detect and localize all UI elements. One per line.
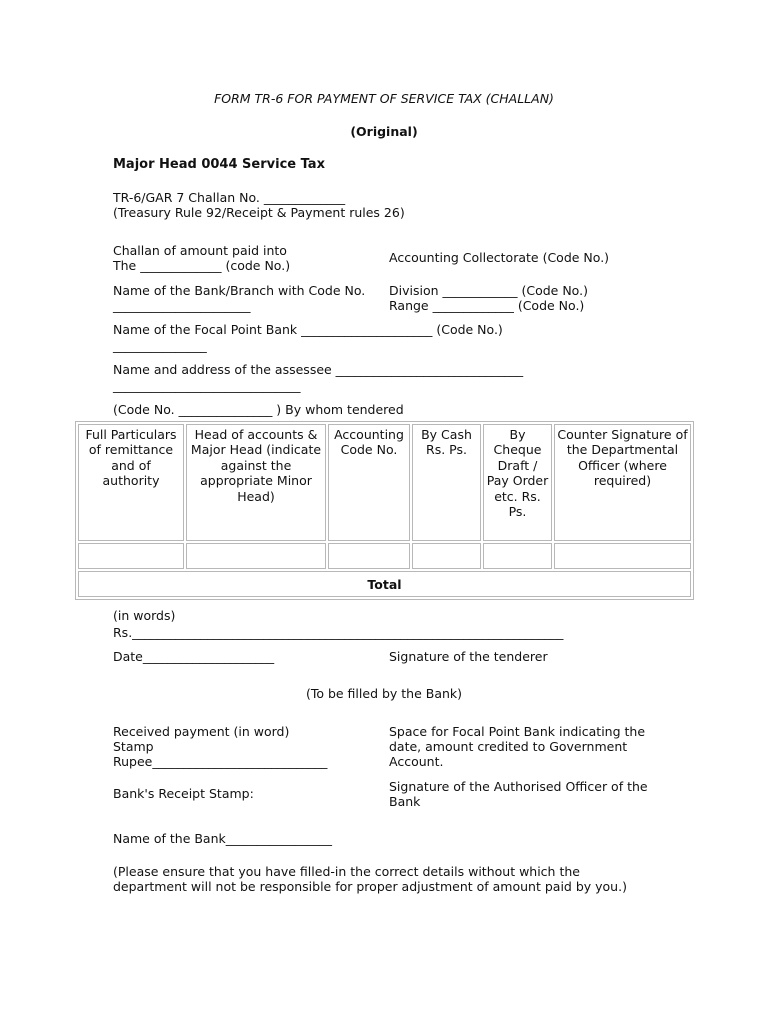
column-header: By Cash Rs. Ps. — [412, 424, 481, 541]
rupees-line: Rs._____________________________________________________________________ — [113, 625, 564, 640]
column-header: By Cheque Draft / Pay Order etc. Rs. Ps. — [483, 424, 552, 541]
focal-space-line-2: date, amount credited to Government — [389, 739, 628, 754]
tendered-by: (Code No. _______________ ) By whom tendered — [113, 402, 404, 417]
bank-name-field: Name of the Bank_________________ — [113, 831, 333, 846]
ensure-note-2: department will not be responsible for proper adjustment of amount paid by you.) — [113, 879, 627, 894]
bank-section-note: (To be filled by the Bank) — [305, 686, 463, 701]
authorised-signature-2: Bank — [389, 794, 421, 809]
table-row — [78, 543, 691, 569]
column-header: Head of accounts & Major Head (indicate against the appropriate Minor Head) — [186, 424, 326, 541]
original-label: (Original) — [350, 124, 418, 139]
authorised-signature-1: Signature of the Authorised Officer of the — [389, 779, 648, 794]
tenderer-signature: Signature of the tenderer — [389, 649, 548, 664]
focal-space-line-1: Space for Focal Point Bank indicating the — [389, 724, 646, 739]
bank-branch-line: ______________________ — [113, 298, 251, 313]
column-header: Counter Signature of the Departmental Officer (where required) — [554, 424, 691, 541]
bank-branch-label: Name of the Bank/Branch with Code No. — [113, 283, 366, 298]
focal-space-line-3: Account. — [389, 754, 444, 769]
assessee-line: ______________________________ — [113, 378, 301, 393]
table-cell — [78, 543, 184, 569]
table-cell — [412, 543, 481, 569]
column-header: Accounting Code No. — [328, 424, 410, 541]
date-field: Date_____________________ — [113, 649, 275, 664]
rupee-line: Rupee____________________________ — [113, 754, 328, 769]
focal-point-line: _______________ — [113, 338, 207, 353]
range-field: Range _____________ (Code No.) — [389, 298, 585, 313]
receipt-stamp: Bank's Receipt Stamp: — [113, 786, 254, 801]
paid-into-code: The _____________ (code No.) — [113, 258, 291, 273]
in-words-label: (in words) — [113, 608, 176, 623]
challan-table — [75, 421, 694, 600]
accounting-collectorate: Accounting Collectorate (Code No.) — [389, 250, 610, 265]
major-head: Major Head 0044 Service Tax — [113, 157, 325, 172]
challan-paid-into: Challan of amount paid into — [113, 243, 287, 258]
stamp-label: Stamp — [113, 739, 154, 754]
form-title: FORM TR-6 FOR PAYMENT OF SERVICE TAX (CHALLAN) — [214, 91, 554, 106]
challan-number: TR-6/GAR 7 Challan No. _____________ — [113, 190, 346, 205]
treasury-rule: (Treasury Rule 92/Receipt & Payment rules 26) — [113, 205, 405, 220]
division-field: Division ____________ (Code No.) — [389, 283, 588, 298]
total-cell: Total — [78, 571, 691, 597]
table-cell — [483, 543, 552, 569]
ensure-note-1: (Please ensure that you have filled-in the correct details without which the — [113, 864, 580, 879]
table-cell — [186, 543, 326, 569]
focal-point-bank: Name of the Focal Point Bank _____________________ (Code No.) — [113, 322, 503, 337]
table-cell — [554, 543, 691, 569]
table-cell — [328, 543, 410, 569]
column-header: Full Particulars of remittance and of authority — [78, 424, 184, 541]
received-payment: Received payment (in word) — [113, 724, 290, 739]
assessee-field: Name and address of the assessee ______________________________ — [113, 362, 524, 377]
